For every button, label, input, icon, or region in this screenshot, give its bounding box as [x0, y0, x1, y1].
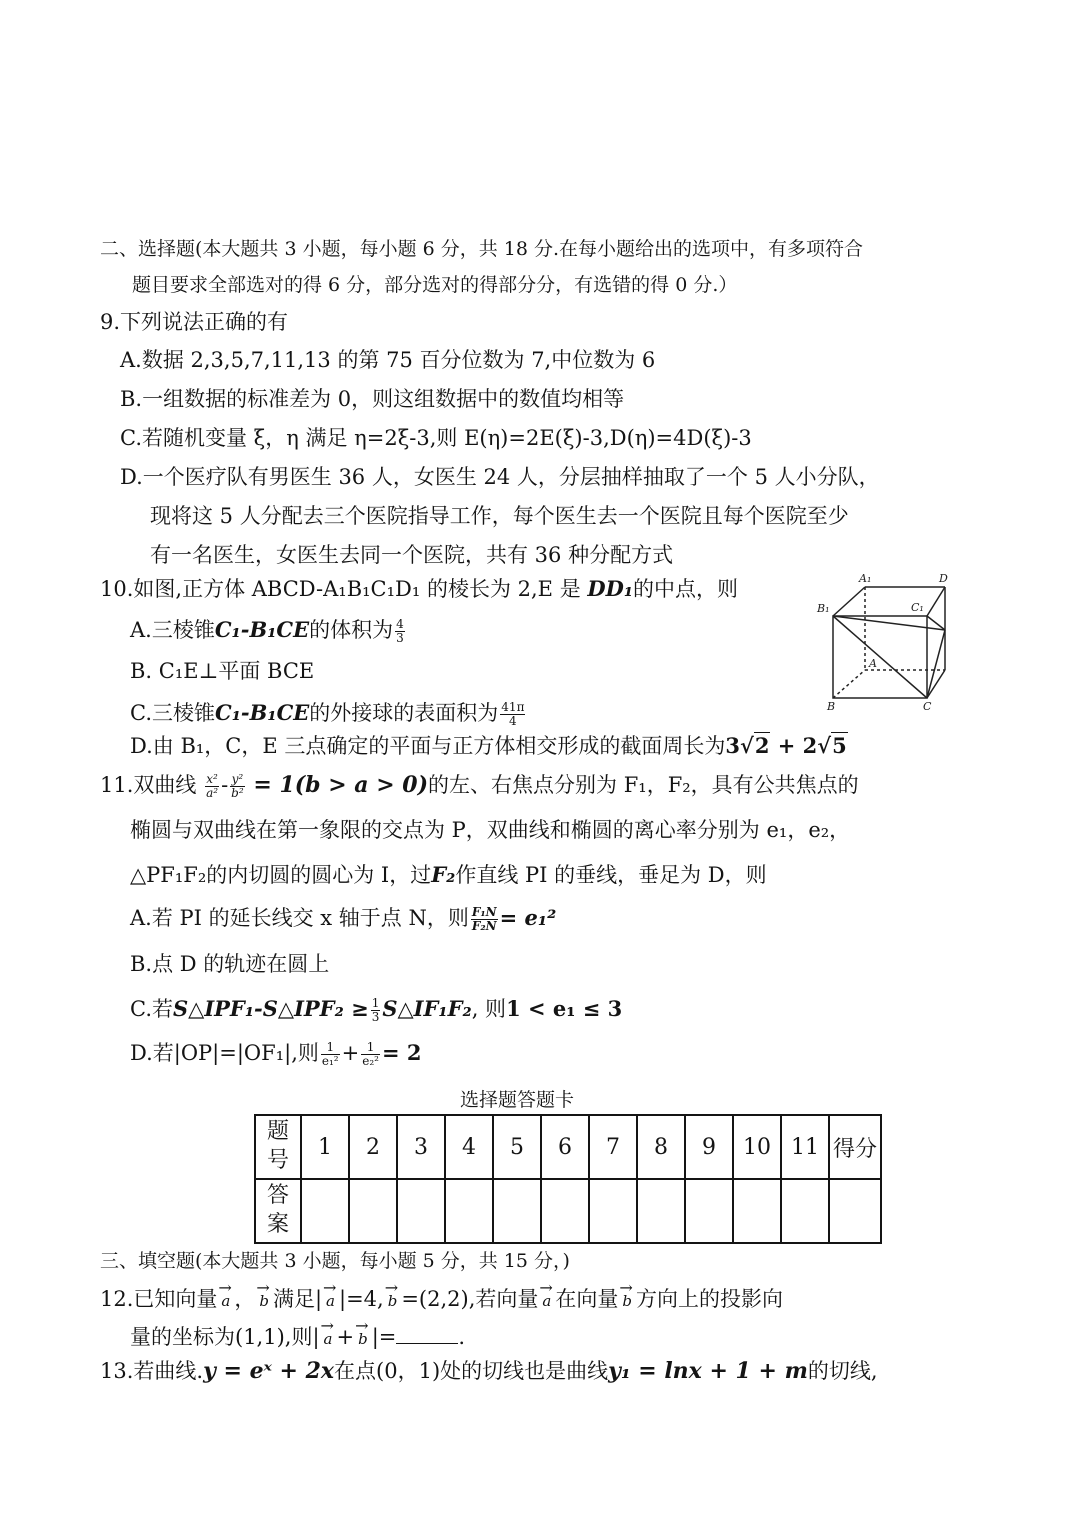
answer-cell[interactable] [589, 1179, 637, 1243]
score-cell[interactable] [829, 1179, 881, 1243]
section-2-heading-line2: 题目要求全部选对的得 6 分，部分选对的得部分分，有选错的得 0 分.） [132, 274, 738, 296]
answer-card-title: 选择题答题卡 [460, 1089, 575, 1111]
col-number: 9 [685, 1115, 733, 1179]
answer-cell[interactable] [541, 1179, 589, 1243]
col-number: 2 [349, 1115, 397, 1179]
q10-option-c: C.三棱锥C₁-B₁CE的外接球的表面积为 $\frac{41\pi}{4}$ [130, 700, 525, 728]
answer-cell[interactable] [397, 1179, 445, 1243]
col-number: 11 [781, 1115, 829, 1179]
q11-stem-line1: 11.双曲线 $\frac{\text{x²}}{\text{a²}}$ - $\frac{\text{y²}}{\text{b²}}$ = 1(b > a > 0)的左、右焦点分别为 F₁，F₂，具有公共焦点的 [100, 772, 859, 800]
q11-option-c: C.若S△IPF₁-S△IPF₂ ≥ $\frac{1}{3}$ S△IF₁F₂, 则1 < e₁ ≤ 3 [130, 996, 623, 1024]
q10-option-d: D.由 B₁，C，E 三点确定的平面与正方体相交形成的截面周长为3√2 + 2√5 [130, 733, 847, 758]
fig-label-b: B [827, 700, 836, 713]
fig-label-d: D [939, 572, 948, 585]
answer-cell[interactable] [733, 1179, 781, 1243]
q9-option-d-line3: 有一名医生，女医生去同一个医院，共有 36 种分配方式 [150, 543, 674, 567]
col-number: 5 [493, 1115, 541, 1179]
q10-option-b: B. C₁E⊥平面 BCE [130, 659, 315, 683]
answer-cell[interactable] [493, 1179, 541, 1243]
cube-figure [815, 572, 955, 714]
q12-line1: 12.已知向量→ a ，→ b 满足|→ a |=4,→ b =(2,2),若向量→ a 在向量→ b 方向上的投影向 [100, 1286, 783, 1312]
col-number: 8 [637, 1115, 685, 1179]
q9-option-b: B.一组数据的标准差为 0，则这组数据中的数值均相等 [120, 387, 625, 411]
fig-label-c1: C₁ [911, 601, 924, 614]
fig-label-b1: B₁ [817, 602, 830, 615]
answer-card-table [254, 1114, 882, 1244]
row-label-answer: 答案 [266, 1183, 289, 1237]
q11-option-a: A.若 PI 的延长线交 x 轴于点 N，则 $\frac{\text{F₁N}}{\text{F₂N}}$ = e₁² [130, 905, 557, 933]
col-number: 10 [733, 1115, 781, 1179]
q12-line2: 量的坐标为(1,1),则|→ a +→ b |= . [130, 1324, 465, 1350]
section-3-heading: 三、填空题(本大题共 3 小题，每小题 5 分，共 15 分，) [100, 1250, 570, 1272]
q9-stem: 9.下列说法正确的有 [100, 310, 289, 334]
q9-option-d-line2: 现将这 5 人分配去三个医院指导工作，每个医生去一个医院且每个医院至少 [150, 504, 849, 528]
col-number: 7 [589, 1115, 637, 1179]
answer-cell[interactable] [781, 1179, 829, 1243]
q10-stem: 10.如图,正方体 ABCD-A₁B₁C₁D₁ 的棱长为 2,E 是 DD₁的中点，则 [100, 576, 739, 601]
row-label-question-number: 题号 [266, 1119, 289, 1173]
fig-label-a: A [869, 657, 877, 670]
answer-cell[interactable] [301, 1179, 349, 1243]
col-number: 6 [541, 1115, 589, 1179]
q9-option-c: C.若随机变量 ξ，η 满足 η=2ξ-3,则 E(η)=2E(ξ)-3,D(η)=4D(ξ)-3 [120, 426, 752, 450]
q9-option-d-line1: D.一个医疗队有男医生 36 人，女医生 24 人，分层抽样抽取了一个 5 人小分队， [120, 465, 880, 489]
section-2-heading-line1: 二、选择题(本大题共 3 小题，每小题 6 分，共 18 分.在每小题给出的选项中，有多项符合 [100, 238, 864, 260]
q13-line1: 13.若曲线.y = eˣ + 2x在点(0，1)处的切线也是曲线y₁ = lnx + 1 + m的切线, [100, 1358, 878, 1384]
q11-stem-line3: △PF₁F₂的内切圆的圆心为 I，过F₂作直线 PI 的垂线，垂足为 D，则 [130, 862, 767, 887]
q12-answer-blank[interactable] [396, 1325, 458, 1344]
answer-cell[interactable] [637, 1179, 685, 1243]
col-number: 4 [445, 1115, 493, 1179]
q10-option-a: A.三棱锥C₁-B₁CE的体积为 $\frac{4}{3}$ [130, 617, 404, 645]
answer-card-row-numbers [255, 1115, 881, 1179]
answer-cell[interactable] [685, 1179, 733, 1243]
fig-label-c: C [923, 700, 932, 713]
col-number: 1 [301, 1115, 349, 1179]
col-score: 得分 [829, 1115, 881, 1179]
answer-card-row-answers [255, 1179, 881, 1243]
col-number: 3 [397, 1115, 445, 1179]
q11-stem-line2: 椭圆与双曲线在第一象限的交点为 P，双曲线和椭圆的离心率分别为 e₁，e₂， [130, 818, 851, 842]
q11-option-b: B.点 D 的轨迹在圆上 [130, 952, 330, 976]
answer-cell[interactable] [445, 1179, 493, 1243]
fig-label-a1: A₁ [859, 572, 872, 585]
q11-option-d: D.若|OP|=|OF₁|,则 $\frac{1}{\text{e₁²}}$ + $\frac{1}{\text{e₂²}}$ = 2 [130, 1040, 422, 1068]
answer-cell[interactable] [349, 1179, 397, 1243]
q9-option-a: A.数据 2,3,5,7,11,13 的第 75 百分位数为 7,中位数为 6 [120, 348, 656, 372]
